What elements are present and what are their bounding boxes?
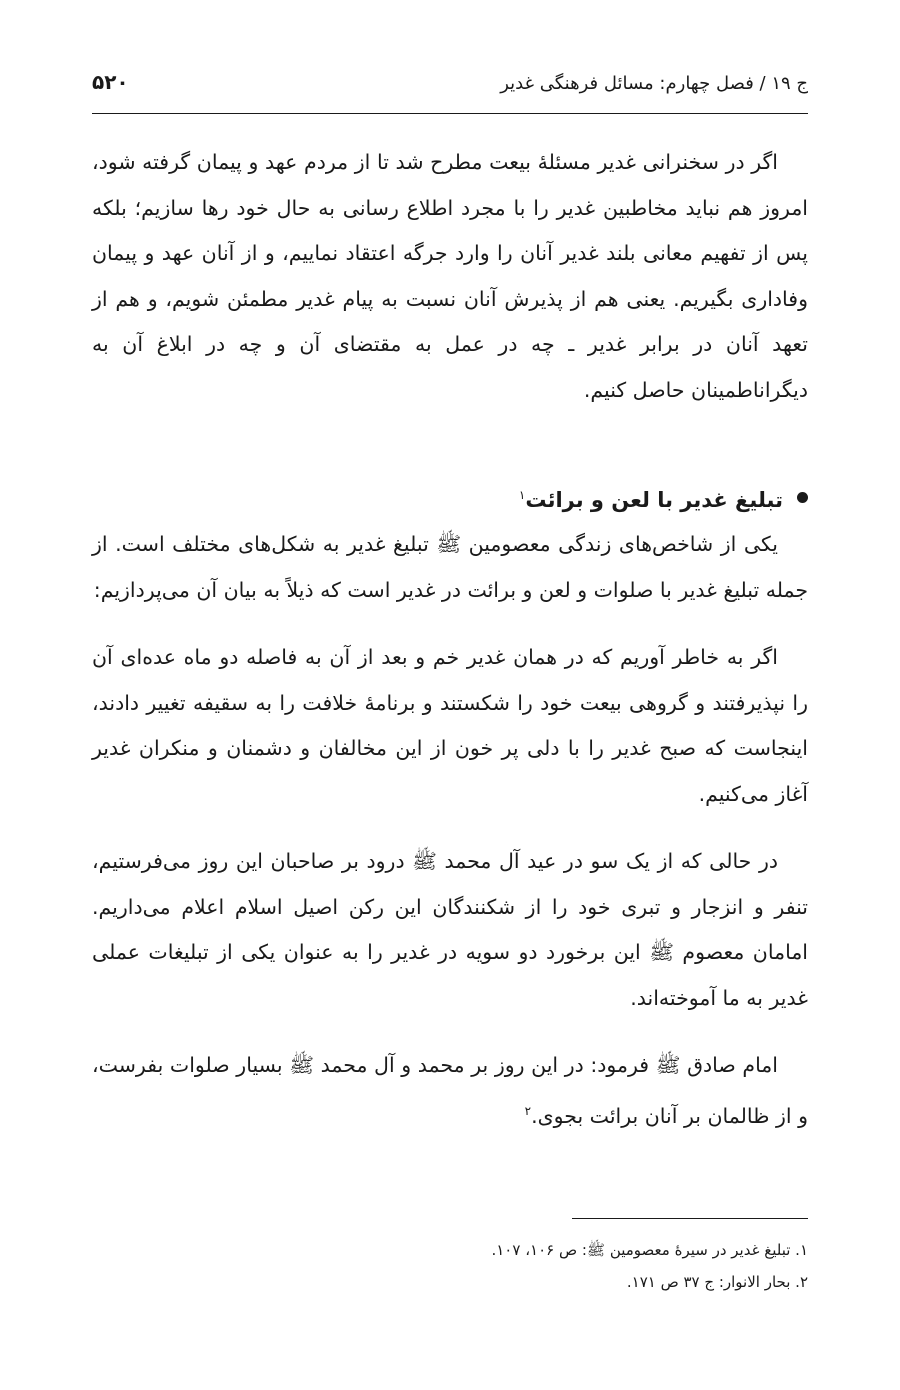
- page: [92, 70, 808, 1139]
- section-paragraph-4: امام صادق ﷺ فرمود: در این روز بر محمد و آل محمد ﷺ بسیار صلوات بفرست، و از ظالمان بر آنان برائت بجوی.$^۲$: [92, 1053, 808, 1128]
- footnote-2: ۲. بحار الانوار: ج ۳۷ ص ۱۷۱.: [626, 1273, 808, 1291]
- section-paragraph-3: در حالی که از یک سو در عید آل محمد ﷺ درود بر صاحبان این روز می‌فرستیم، تنفر و انزجار و تبری خود را از شکنندگان این رکن اصیل اسلام اعلام می‌داریم. امامان معصوم ﷺ این برخورد دو سویه در غدیر را به عنوان یکی از تبلیغات عملی غدیر به ما آموخته‌اند.: [92, 849, 808, 1010]
- footnote-divider: [572, 1218, 808, 1219]
- bullet-icon: [797, 492, 808, 503]
- footnote-ref-2[interactable]: ۲: [524, 1103, 532, 1118]
- footnote-1: ۱. تبلیغ غدیر در سیرهٔ معصومین ﷺ: ص ۱۰۶، ۱۰۷.: [491, 1241, 808, 1259]
- section-paragraph-1: یکی از شاخص‌های زندگی معصومین ﷺ تبلیغ غدیر به شکل‌های مختلف است. از جمله تبلیغ غدیر با صلوات و لعن و برائت در غدیر است که ذیلاً به بیان آن می‌پردازیم:: [92, 532, 808, 602]
- body-text: [92, 140, 808, 1139]
- running-title: ج ۱۹ / فصل چهارم: مسائل فرهنگی غدیر: [500, 73, 808, 94]
- section-paragraph-2: اگر به خاطر آوریم که در همان غدیر خم و بعد از آن به فاصله دو ماه عده‌ای آن را نپذیرفتند و گروهی بیعت خود را شکستند و برنامهٔ خلافت را به سقیفه تغییر دادند، اینجاست که صبح غدیر را با دلی پر خون از این مخالفان و دشمنان و منکران غدیر آغاز می‌کنیم.: [92, 645, 808, 806]
- section-heading: [92, 475, 808, 520]
- footnotes: [92, 1234, 808, 1298]
- intro-paragraph: اگر در سخنرانی غدیر مسئلهٔ بیعت مطرح شد تا از مردم عهد و پیمان گرفته شود، امروز هم نباید مخاطبین غدیر را با مجرد اطلاع رسانی به حال خود رها سازیم؛ بلکه پس از تفهیم معانی بلند غدیر آنان را وارد جرگه اعتقاد نماییم، و از آنان عهد و پیمان وفاداری بگیریم. یعنی هم از پذیرش آنان نسبت به پیام غدیر مطمئن شویم، و هم از تعهد آنان در برابر غدیر ـ چه در عمل به مقتضای آن و چه در ابلاغ آن به دیگراناطمینان حاصل کنیم.: [92, 150, 808, 402]
- section-heading-text: تبلیغ غدیر با لعن و برائت$^۱$: [518, 488, 783, 512]
- footnote-ref-1[interactable]: ۱: [518, 488, 526, 502]
- page-number: ۵۲۰: [92, 70, 129, 94]
- page-header: [92, 70, 808, 114]
